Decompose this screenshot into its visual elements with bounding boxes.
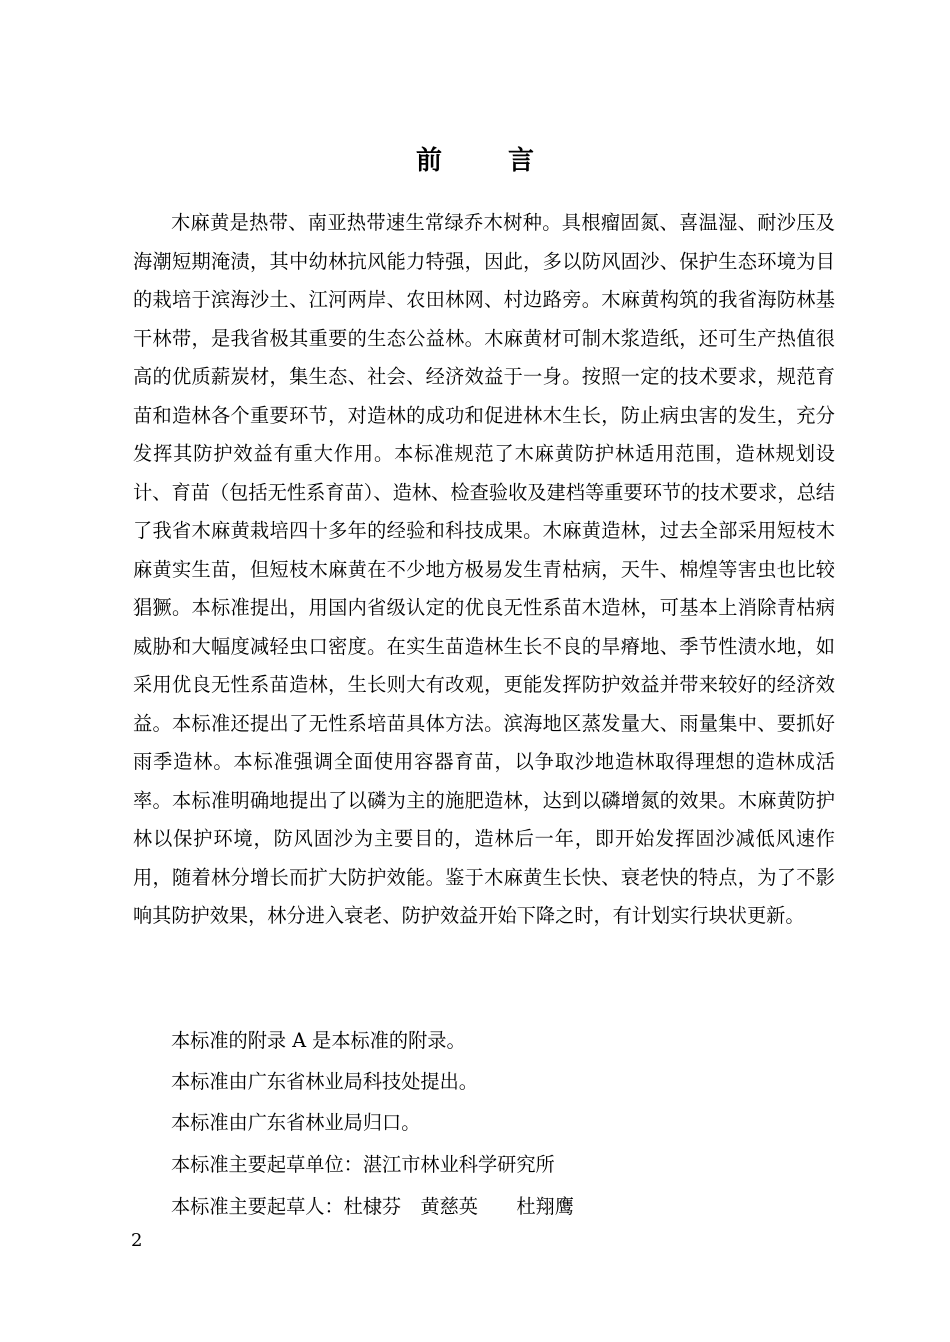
title-char-1: 前 bbox=[415, 146, 442, 177]
drafters-note: 本标准主要起草人：杜棣芬 黄慈英 杜翔鹰 bbox=[171, 1195, 574, 1218]
managed-by-note: 本标准由广东省林业局归口。 bbox=[171, 1111, 421, 1134]
title-char-2: 言 bbox=[508, 146, 535, 177]
foreword-body-paragraph: 木麻黄是热带、南亚热带速生常绿乔木树种。具根瘤固氮、喜温湿、耐沙压及海潮短期淹渍，其中幼林抗风能力特强，因此，多以防风固沙、保护生态环境为目的栽培于滨海沙土、江河两岸、农田林网、村边路旁。木麻黄构筑的我省海防林基干林带，是我省极其重要的生态公益林。木麻黄材可制木浆造纸，还可生产热值很高的优质薪炭材，集生态、社会、经济效益于一身。按照一定的技术要求，规范育苗和造林各个重要环节，对造林的成功和促进林木生长，防止病虫害的发生，充分发挥其防护效益有重大作用。本标准规范了木麻黄防护林适用范围，造林规划设计、育苗（包括无性系育苗）、造林、检查验收及建档等重要环节的技术要求，总结了我省木麻黄栽培四十多年的经验和科技成果。木麻黄造林，过去全部采用短枝木麻黄实生苗，但短枝木麻黄在不少地方极易发生青枯病，天牛、棉煌等害虫也比较猖獗。本标准提出，用国内省级认定的优良无性系苗木造林，可基本上消除青枯病威胁和大幅度减轻虫口密度。在实生苗造林生长不良的旱瘠地、季节性渍水地，如采用优良无性系苗造林，生长则大有改观，更能发挥防护效益并带来较好的经济效益。本标准还提出了无性系培苗具体方法。滨海地区蒸发量大、雨量集中、要抓好雨季造林。本标准强调全面使用容器育苗，以争取沙地造林取得理想的造林成活率。本标准明确地提出了以磷为主的施肥造林，达到以磷增氮的效果。木麻黄防护林以保护环境，防风固沙为主要目的，造林后一年，即开始发挥固沙减低风速作用，随着林分增长而扩大防护效能。鉴于木麻黄生长快、衰老快的特点，为了不影响其防护效果，林分进入衰老、防护效益开始下降之时，有计划实行块状更新。 bbox=[133, 211, 835, 927]
drafting-unit-note: 本标准主要起草单位：湛江市林业科学研究所 bbox=[171, 1153, 555, 1176]
page-title bbox=[0, 143, 950, 179]
proposed-by-note: 本标准由广东省林业局科技处提出。 bbox=[171, 1070, 478, 1093]
page-number: 2 bbox=[131, 1230, 143, 1251]
appendix-note: 本标准的附录 A 是本标准的附录。 bbox=[171, 1029, 466, 1052]
